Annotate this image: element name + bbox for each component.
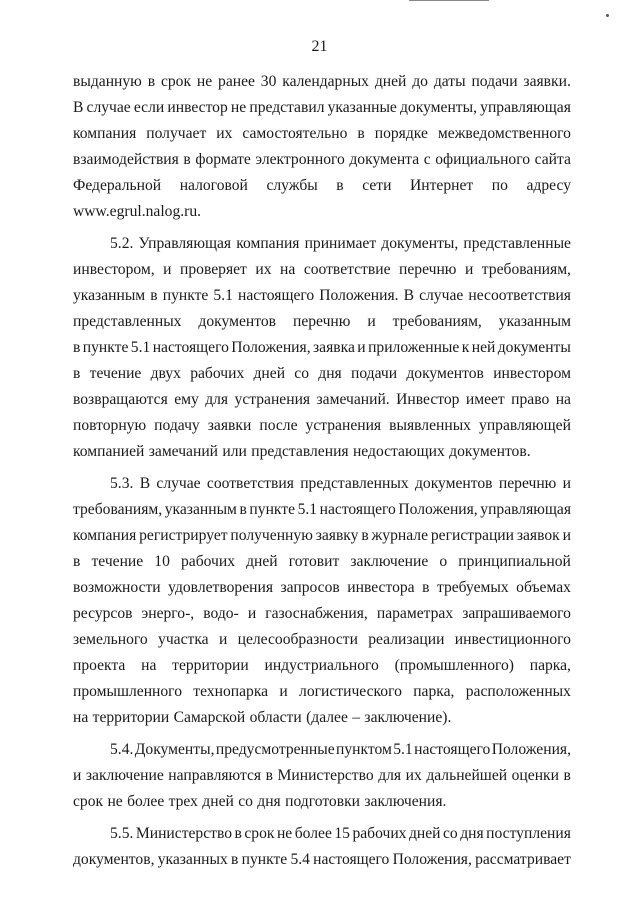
text-line: 5.4. Документы, предусмотренные пунктом 5.1 настоящего Положения,: [110, 741, 571, 758]
document-body: [73, 69, 571, 873]
text-line: www.egrul.nalog.ru.: [73, 203, 202, 220]
page-number: 21: [311, 38, 328, 55]
text-line: промышленного технопарка и логистического парка, расположенных: [73, 683, 571, 700]
text-line: и заключение направляются в Министерство для их дальнейшей оценки в: [73, 767, 571, 784]
paragraph: [73, 69, 571, 225]
paragraph: [73, 471, 571, 731]
text-line: требованиям, указанным в пункте 5.1 настоящего Положения, управляющая: [73, 501, 571, 518]
text-line: компанией замечаний или представления недостающих документов.: [73, 443, 531, 460]
text-line: В случае если инвестор не представил указанные документы, управляющая: [73, 99, 571, 116]
scan-dot: [606, 14, 609, 17]
text-line: повторную подачу заявки после устранения выявленных управляющей: [73, 417, 571, 434]
text-line: в течение двух рабочих дней со дня подачи документов инвестором: [73, 365, 571, 382]
text-line: проекта на территории индустриального (промышленного) парка,: [73, 657, 571, 674]
text-line: выданную в срок не ранее 30 календарных дней до даты подачи заявки.: [73, 73, 571, 90]
text-line: ресурсов энерго-, водо- и газоснабжения, параметрах запрашиваемого: [73, 605, 571, 622]
text-line: представленных документов перечню и требованиям, указанным: [73, 313, 571, 330]
text-line: земельного участка и целесообразности реализации инвестиционного: [73, 631, 571, 648]
text-line: компания регистрирует полученную заявку в журнале регистрации заявок и: [73, 527, 571, 544]
text-line: указанным в пункте 5.1 настоящего Положения. В случае несоответствия: [73, 287, 571, 304]
text-line: инвестором, и проверяет их на соответствие перечню и требованиям,: [73, 261, 571, 278]
paragraph: [73, 821, 571, 873]
text-line: документов, указанных в пункте 5.4 настоящего Положения, рассматривает: [73, 851, 571, 868]
paragraph: [73, 231, 571, 465]
text-line: возвращаются ему для устранения замечаний. Инвестор имеет право на: [73, 391, 571, 408]
text-line: возможности удовлетворения запросов инвестора в требуемых объемах: [73, 579, 571, 596]
text-line: компания получает их самостоятельно в порядке межведомственного: [73, 125, 571, 142]
text-line: в пункте 5.1 настоящего Положения, заявка и приложенные к ней документы: [73, 339, 571, 356]
text-line: срок не более трех дней со дня подготовки заключения.: [73, 793, 447, 810]
text-line: 5.2. Управляющая компания принимает документы, представленные: [110, 235, 571, 252]
text-line: 5.3. В случае соответствия представленных документов перечню и: [110, 475, 571, 492]
text-line: на территории Самарской области (далее – заключение).: [73, 709, 452, 726]
text-line: взаимодействия в формате электронного документа с официального сайта: [73, 151, 571, 168]
text-line: в течение 10 рабочих дней готовит заключение о принципиальной: [73, 553, 571, 570]
text-line: Федеральной налоговой службы в сети Интернет по адресу: [73, 177, 571, 194]
scan-edge-line: [409, 0, 489, 1]
text-line: 5.5. Министерство в срок не более 15 рабочих дней со дня поступления: [110, 825, 571, 842]
paragraph: [73, 737, 571, 815]
